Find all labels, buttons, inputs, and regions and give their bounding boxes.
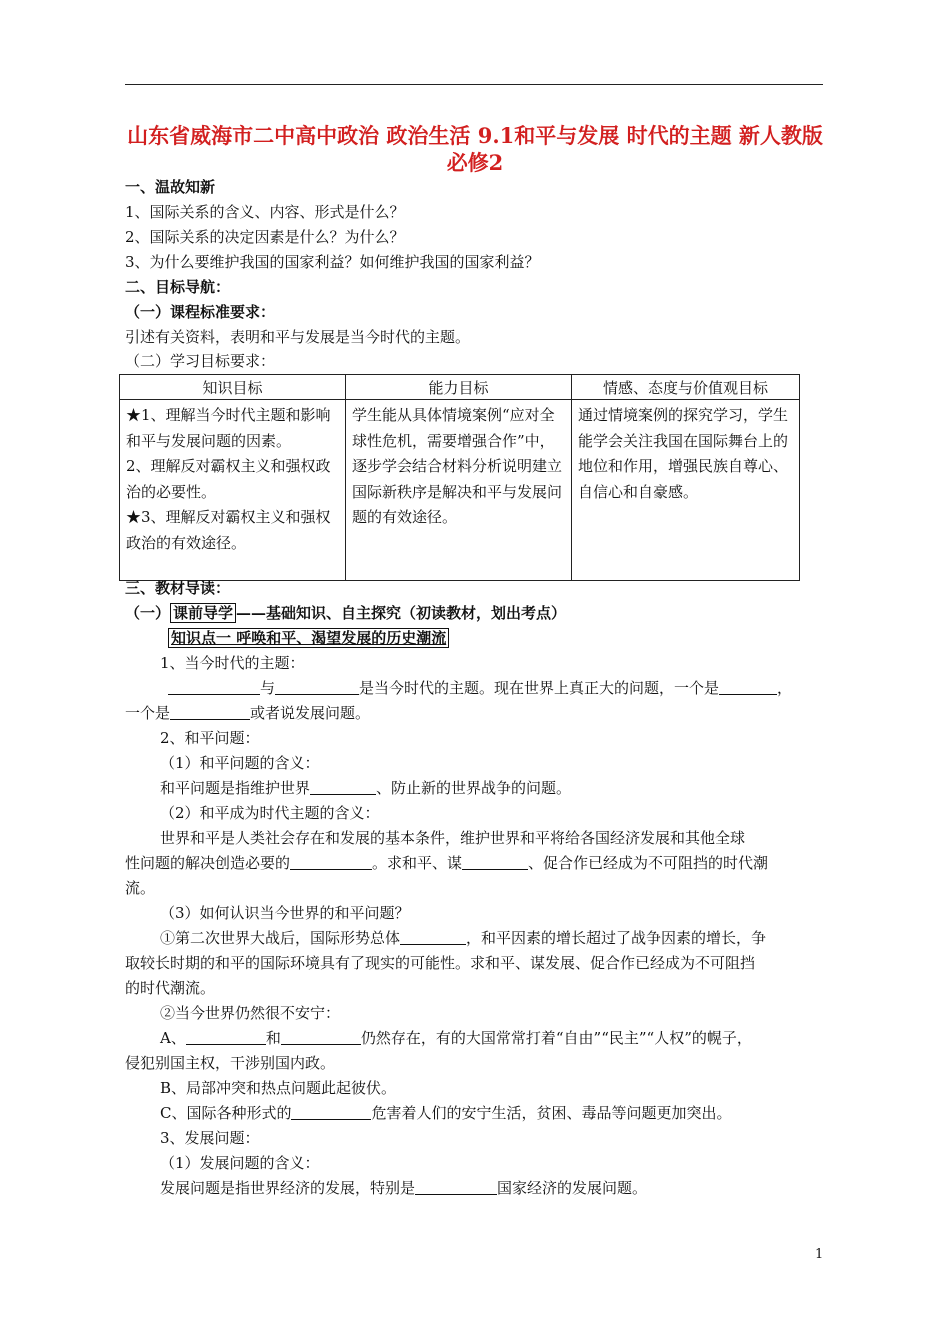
knowledge-point-1 [168, 628, 449, 648]
text: ， [777, 679, 793, 697]
header-attitude: 情感、态度与价值观目标 [572, 375, 800, 400]
blank[interactable] [281, 1029, 361, 1045]
page-number: 1 [815, 1247, 824, 1262]
blank[interactable] [170, 704, 250, 720]
review-question-1: 1、国际关系的含义、内容、形式是什么？ [125, 203, 405, 221]
header-knowledge: 知识目标 [120, 375, 346, 400]
pre-class-desc: ——基础知识、自主探究（初读教材，划出考点） [236, 604, 567, 622]
pre-class-label: 课前导学 [170, 603, 236, 623]
knowledge-goal-1: ★1、理解当今时代主题和影响和平与发展问题的因素。 [126, 406, 331, 450]
blank[interactable] [275, 679, 359, 695]
item-2-1: （1）和平问题的含义： [160, 754, 320, 772]
text: 国家经济的发展问题。 [497, 1179, 648, 1197]
blank[interactable] [719, 679, 777, 695]
subheading-pre-class [125, 603, 566, 623]
knowledge-cell [120, 400, 346, 581]
item-2-2-line-b [125, 853, 768, 873]
blank[interactable] [310, 779, 376, 795]
item-2-3-line-h [160, 1103, 732, 1123]
document-title: 山东省威海市二中高中政治 政治生活 9.1和平与发展 时代的主题 新人教版 必修2 [127, 123, 823, 175]
blank[interactable] [168, 679, 260, 695]
section-heading-goals: 二、目标导航： [125, 278, 231, 296]
blank[interactable] [291, 1104, 371, 1120]
item-2-3-line-b: 取较长时期的和平的国际环境具有了现实的可能性。求和平、谋发展、促合作已经成为不可阻挡 [125, 954, 756, 972]
item-3-1: （1）发展问题的含义： [160, 1154, 320, 1172]
subheading-learning-goals: （二）学习目标要求： [125, 352, 276, 370]
item-1-line-a [168, 678, 792, 698]
knowledge-goal-3: ★3、理解反对霸权主义和强权政治的有效途径。 [126, 508, 331, 552]
text: 危害着人们的安宁生活，贫困、毒品等问题更加突出。 [371, 1104, 732, 1122]
review-question-3: 3、为什么要维护我国的国家利益？如何维护我国的国家利益？ [125, 253, 540, 271]
knowledge-point-1-label: 知识点一 呼唤和平、渴望发展的历史潮流 [168, 628, 449, 648]
sub-prefix: （一） [125, 604, 171, 622]
item-2-2: （2）和平成为时代主题的含义： [160, 804, 380, 822]
text: 。求和平、谋 [372, 854, 463, 872]
learning-goals-table [119, 374, 800, 581]
item-2-2-line-c: 流。 [125, 879, 156, 897]
text: 是当今时代的主题。现在世界上真正大的问题，一个是 [359, 679, 720, 697]
header-rule [125, 84, 823, 85]
text: ①第二次世界大战后，国际形势总体 [160, 929, 401, 947]
item-1-line-b [125, 703, 370, 723]
text: 仍然存在，有的大国常常打着“自由”“民主”“人权”的幌子， [360, 1029, 752, 1047]
text: 、促合作已经成为不可阻挡的时代潮 [528, 854, 769, 872]
item-2-3-line-f: 侵犯别国主权，干涉别国内政。 [125, 1054, 336, 1072]
text: 性问题的解决创造必要的 [125, 854, 291, 872]
item-2-3-line-e [160, 1028, 752, 1048]
item-2-3-line-c: 的时代潮流。 [125, 979, 216, 997]
text: 一个是 [125, 704, 171, 722]
ability-cell [346, 400, 572, 581]
curriculum-text: 引述有关资料，表明和平与发展是当今时代的主题。 [125, 328, 471, 346]
text: C、国际各种形式的 [160, 1104, 292, 1122]
blank[interactable] [415, 1179, 497, 1195]
ability-goal: 学生能从具体情境案例“应对全球性危机，需要增强合作”中，逐步学会结合材料分析说明建立国际新秩序是解决和平与发展问题的有效途径。 [352, 406, 563, 526]
section-heading-review: 一、温故知新 [125, 178, 216, 196]
text: ，和平因素的增长超过了战争因素的增长，争 [466, 929, 767, 947]
item-1: 1、当今时代的主题： [160, 654, 305, 672]
attitude-cell [572, 400, 800, 581]
text: 发展问题是指世界经济的发展，特别是 [160, 1179, 416, 1197]
item-2-3-line-g: B、局部冲突和热点问题此起彼伏。 [160, 1079, 397, 1097]
item-2-3-line-a [160, 928, 766, 948]
text: 与 [260, 679, 276, 697]
item-2-2-line-a: 世界和平是人类社会存在和发展的基本条件，维护世界和平将给各国经济发展和其他全球 [160, 829, 746, 847]
review-question-2: 2、国际关系的决定因素是什么？为什么？ [125, 228, 405, 246]
item-2-3-line-d: ②当今世界仍然很不安宁： [160, 1004, 341, 1022]
table-row [120, 400, 800, 581]
attitude-goal: 通过情境案例的探究学习，学生能学会关注我国在国际舞台上的地位和作用，增强民族自尊心、自信心和自豪感。 [578, 406, 789, 501]
text: 和平问题是指维护世界 [160, 779, 311, 797]
text: A、 [160, 1029, 186, 1047]
item-3-1-text [160, 1178, 647, 1198]
item-2-1-text [160, 778, 571, 798]
text: 或者说发展问题。 [250, 704, 371, 722]
item-2: 2、和平问题： [160, 729, 260, 747]
blank[interactable] [290, 854, 372, 870]
item-3: 3、发展问题： [160, 1129, 260, 1147]
table-header-row [120, 375, 800, 400]
knowledge-goal-2: 2、理解反对霸权主义和强权政治的必要性。 [126, 457, 331, 501]
text: 、防止新的世界战争的问题。 [376, 779, 572, 797]
subheading-curriculum: （一）课程标准要求： [125, 303, 276, 321]
header-ability: 能力目标 [346, 375, 572, 400]
text: 和 [265, 1029, 281, 1047]
section-heading-reading: 三、教材导读： [125, 579, 231, 597]
item-2-3: （3）如何认识当今世界的和平问题？ [160, 904, 410, 922]
blank[interactable] [186, 1029, 266, 1045]
blank[interactable] [400, 929, 466, 945]
blank[interactable] [462, 854, 528, 870]
